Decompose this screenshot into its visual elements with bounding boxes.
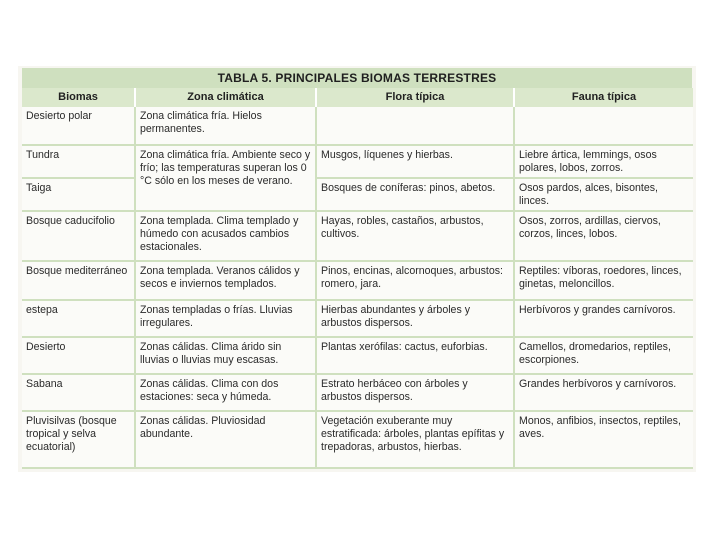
table-row [22,411,693,468]
cell-bioma: Tundra [22,145,135,178]
cell-flora: Hierbas abundantes y árboles y arbustos dispersos. [316,300,514,337]
header-row [22,88,693,107]
header-zona-climatica: Zona climática [135,88,316,107]
cell-zona: Zona templada. Clima templado y húmedo con acusados cambios estacionales. [135,211,316,261]
cell-zona: Zonas cálidas. Clima con dos estaciones: seca y húmeda. [135,374,316,411]
cell-zona: Zona climática fría. Ambiente seco y frío; las temperaturas superan los 0 °C sólo en los meses de verano. [135,145,316,211]
table-row [22,107,693,145]
cell-bioma: Desierto polar [22,107,135,145]
table-row [22,337,693,374]
biomes-table-page [18,66,696,472]
table-row [22,300,693,337]
header-flora-tipica: Flora típica [316,88,514,107]
cell-flora: Bosques de coníferas: pinos, abetos. [316,178,514,211]
header-biomas: Biomas [22,88,135,107]
cell-flora: Musgos, líquenes y hierbas. [316,145,514,178]
cell-bioma: Sabana [22,374,135,411]
cell-zona: Zonas templadas o frías. Lluvias irregulares. [135,300,316,337]
cell-zona: Zonas cálidas. Pluviosidad abundante. [135,411,316,468]
cell-fauna: Camellos, dromedarios, reptiles, escorpiones. [514,337,693,374]
cell-bioma: Bosque mediterráneo [22,261,135,300]
table-row [22,211,693,261]
cell-flora [316,107,514,145]
cell-fauna: Herbívoros y grandes carnívoros. [514,300,693,337]
cell-flora: Hayas, robles, castaños, arbustos, cultivos. [316,211,514,261]
cell-zona: Zona climática fría. Hielos permanentes. [135,107,316,145]
cell-flora: Pinos, encinas, alcornoques, arbustos: romero, jara. [316,261,514,300]
cell-fauna: Liebre ártica, lemmings, osos polares, lobos, zorros. [514,145,693,178]
table-row [22,374,693,411]
cell-fauna: Reptiles: víboras, roedores, linces, ginetas, meloncillos. [514,261,693,300]
cell-fauna: Monos, anfibios, insectos, reptiles, aves. [514,411,693,468]
cell-zona: Zona templada. Veranos cálidos y secos e inviernos templados. [135,261,316,300]
table-row [22,178,693,211]
cell-bioma: Taiga [22,178,135,211]
cell-bioma: estepa [22,300,135,337]
table-row [22,145,693,178]
cell-fauna: Grandes herbívoros y carnívoros. [514,374,693,411]
header-fauna-tipica: Fauna típica [514,88,693,107]
table-row [22,261,693,300]
cell-bioma: Bosque caducifolio [22,211,135,261]
cell-fauna [514,107,693,145]
cell-flora: Estrato herbáceo con árboles y arbustos dispersos. [316,374,514,411]
cell-bioma: Pluvisilvas (bosque tropical y selva ecuatorial) [22,411,135,468]
cell-fauna: Osos, zorros, ardillas, ciervos, corzos, linces, lobos. [514,211,693,261]
biomes-table [22,88,693,469]
cell-zona: Zonas cálidas. Clima árido sin lluvias o lluvias muy escasas. [135,337,316,374]
cell-bioma: Desierto [22,337,135,374]
cell-flora: Plantas xerófilas: cactus, euforbias. [316,337,514,374]
cell-flora: Vegetación exuberante muy estratificada: árboles, plantas epífitas y trepadoras, arbustos, hierbas. [316,411,514,468]
table-title: TABLA 5. PRINCIPALES BIOMAS TERRESTRES [22,68,692,88]
cell-fauna: Osos pardos, alces, bisontes, linces. [514,178,693,211]
